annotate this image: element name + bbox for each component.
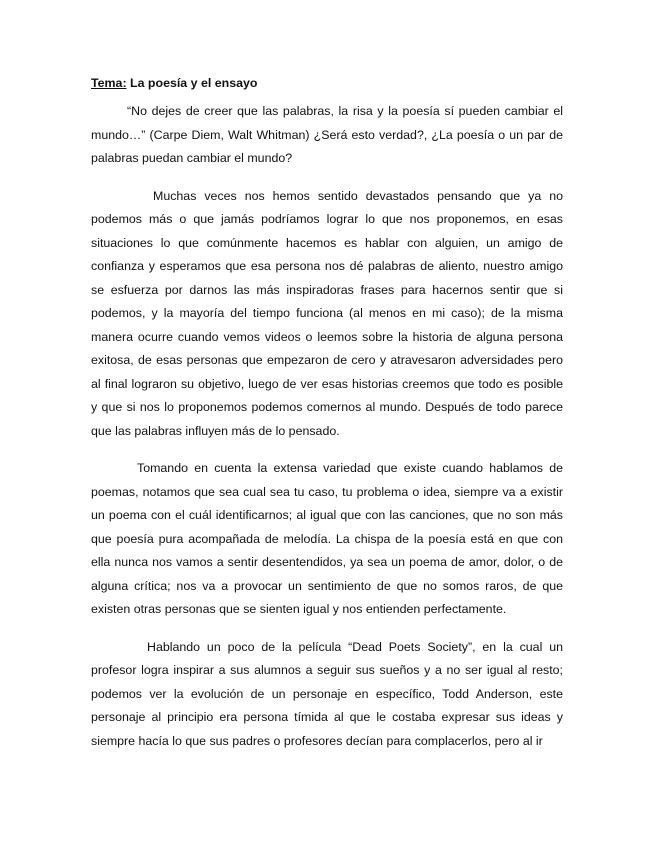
- topic-heading: [91, 72, 563, 95]
- topic-label: Tema:: [91, 76, 127, 90]
- paragraph-quote: “No dejes de creer que las palabras, la risa y la poesía sí pueden cambiar el mundo…” (Carpe Diem, Walt Whitman) ¿Será esto verdad?, ¿La poesía o un par de palabras puedan cambiar el mundo?: [91, 104, 563, 165]
- paragraph-1: Muchas veces nos hemos sentido devastados pensando que ya no podemos más o que jamás podríamos lograr lo que nos proponemos, en esas situaciones lo que comúnmente hacemos es hablar con alguien, un amigo de confianza y esperamos que esa persona nos dé palabras de aliento, nuestro amigo se esfuerza por darnos las más inspiradoras frases para hacernos sentir que si podemos, y la mayoría del tiempo funciona (al menos en mi caso); de la misma manera ocurre cuando vemos videos o leemos sobre la historia de alguna persona exitosa, de esas personas que empezaron de cero y atravesaron adversidades pero al final lograron su objetivo, luego de ver esas historias creemos que todo es posible y que si nos lo proponemos podemos comernos al mundo. Después de todo parece que las palabras influyen más de lo pensado.: [91, 188, 563, 438]
- document-body: [91, 72, 563, 763]
- paragraph-2: Tomando en cuenta la extensa variedad que existe cuando hablamos de poemas, notamos que sea cual sea tu caso, tu problema o idea, siempre va a existir un poema con el cuál identificarnos; al igual que con las canciones, que no son más que poesía pura acompañada de melodía. La chispa de la poesía está en que con ella nunca nos vamos a sentir desentendidos, ya sea un poema de amor, dolor, o de alguna crítica; nos va a provocar un sentimiento de que no somos raros, de que existen otras personas que se sienten igual y nos entienden perfectamente.: [91, 461, 563, 616]
- paragraph-3: Hablando un poco de la película “Dead Poets Society”, en la cual un profesor logra inspirar a sus alumnos a seguir sus sueños y a no ser igual al resto; podemos ver la evolución de un personaje en específico, Todd Anderson, este personaje al principio era persona tímida al que le costaba expresar sus ideas y siempre hacía lo que sus padres o profesores decían para complacerlos, pero al ir: [91, 639, 563, 748]
- topic-title: La poesía y el ensayo: [130, 76, 258, 90]
